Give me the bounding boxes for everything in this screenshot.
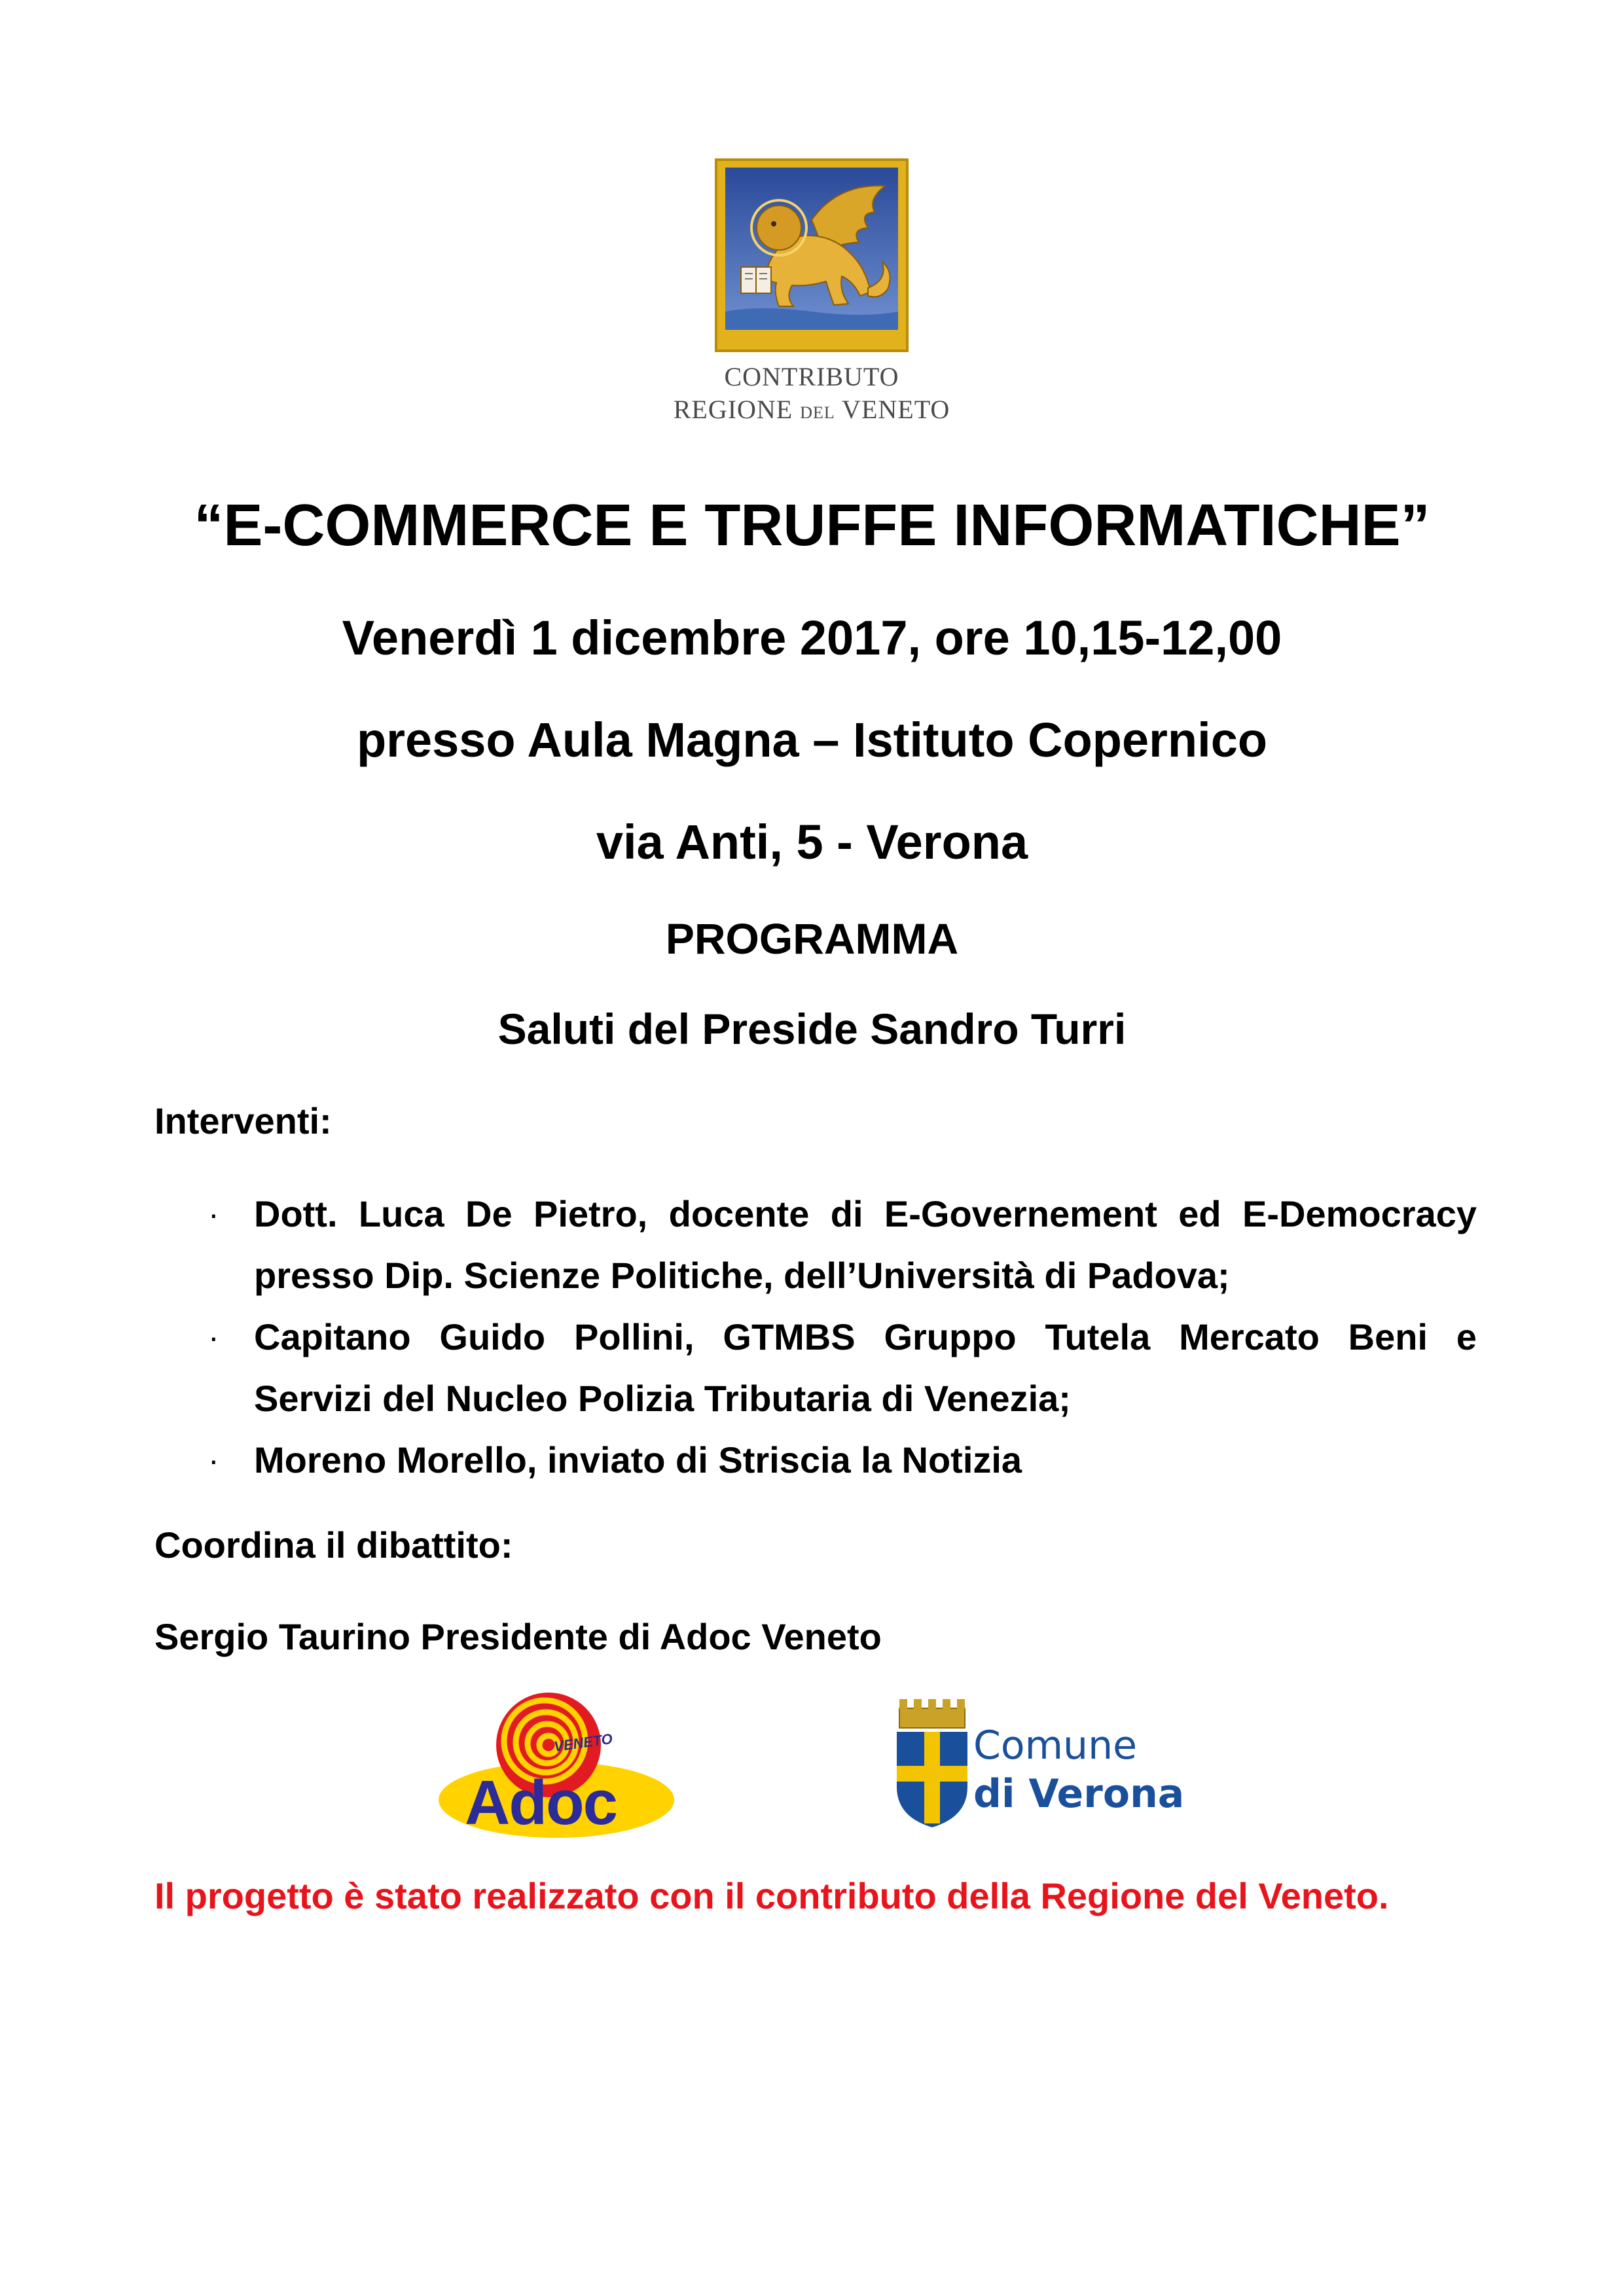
- moderator-name: Sergio Taurino Presidente di Adoc Veneto: [154, 1616, 882, 1657]
- bullet-dot: ·: [208, 1442, 219, 1479]
- program-heading: PROGRAMMA: [665, 914, 959, 963]
- list-item: [154, 1429, 1477, 1491]
- comune-logo-line2: di Verona: [973, 1771, 1185, 1817]
- funding-note: Il progetto è stato realizzato con il contributo della Regione del Veneto.: [154, 1875, 1389, 1916]
- speakers-label: Interventi:: [154, 1100, 332, 1141]
- list-item: [154, 1306, 1477, 1429]
- list-item: [154, 1183, 1477, 1306]
- speaker-line: Moreno Morello, inviato di Striscia la Notizia: [254, 1439, 1022, 1480]
- program-welcome: Saluti del Preside Sandro Turri: [497, 1005, 1127, 1053]
- adoc-logo-text: Adoc: [465, 1768, 617, 1838]
- moderator-label: Coordina il dibattito:: [154, 1524, 513, 1566]
- emblem-caption-contributo: CONTRIBUTO: [724, 362, 899, 391]
- speaker-line: Capitano Guido Pollini, GTMBS Gruppo Tutela Mercato Beni e: [254, 1316, 1477, 1357]
- speaker-line: Servizi del Nucleo Polizia Tributaria di Venezia;: [254, 1378, 1071, 1419]
- regione-veneto-lion-emblem-icon: [713, 157, 910, 353]
- event-date-time: Venerdì 1 dicembre 2017, ore 10,15-12,00: [342, 611, 1282, 665]
- emblem-caption-regione: REGIONE DEL VENETO: [673, 395, 950, 424]
- bullet-dot: ·: [208, 1196, 219, 1232]
- speakers-list: [154, 1183, 1477, 1491]
- bullet-dot: ·: [208, 1319, 219, 1355]
- adoc-badge-text: VENETO: [552, 1730, 614, 1755]
- event-title: “E-COMMERCE E TRUFFE INFORMATICHE”: [194, 493, 1430, 558]
- comune-logo-line1: Comune: [973, 1723, 1138, 1768]
- speaker-line: presso Dip. Scienze Politiche, dell’Università di Padova;: [254, 1255, 1230, 1296]
- speaker-line: Dott. Luca De Pietro, docente di E-Governement ed E-Democracy: [254, 1193, 1477, 1234]
- event-venue: presso Aula Magna – Istituto Copernico: [356, 713, 1268, 767]
- event-address: via Anti, 5 - Verona: [596, 815, 1028, 869]
